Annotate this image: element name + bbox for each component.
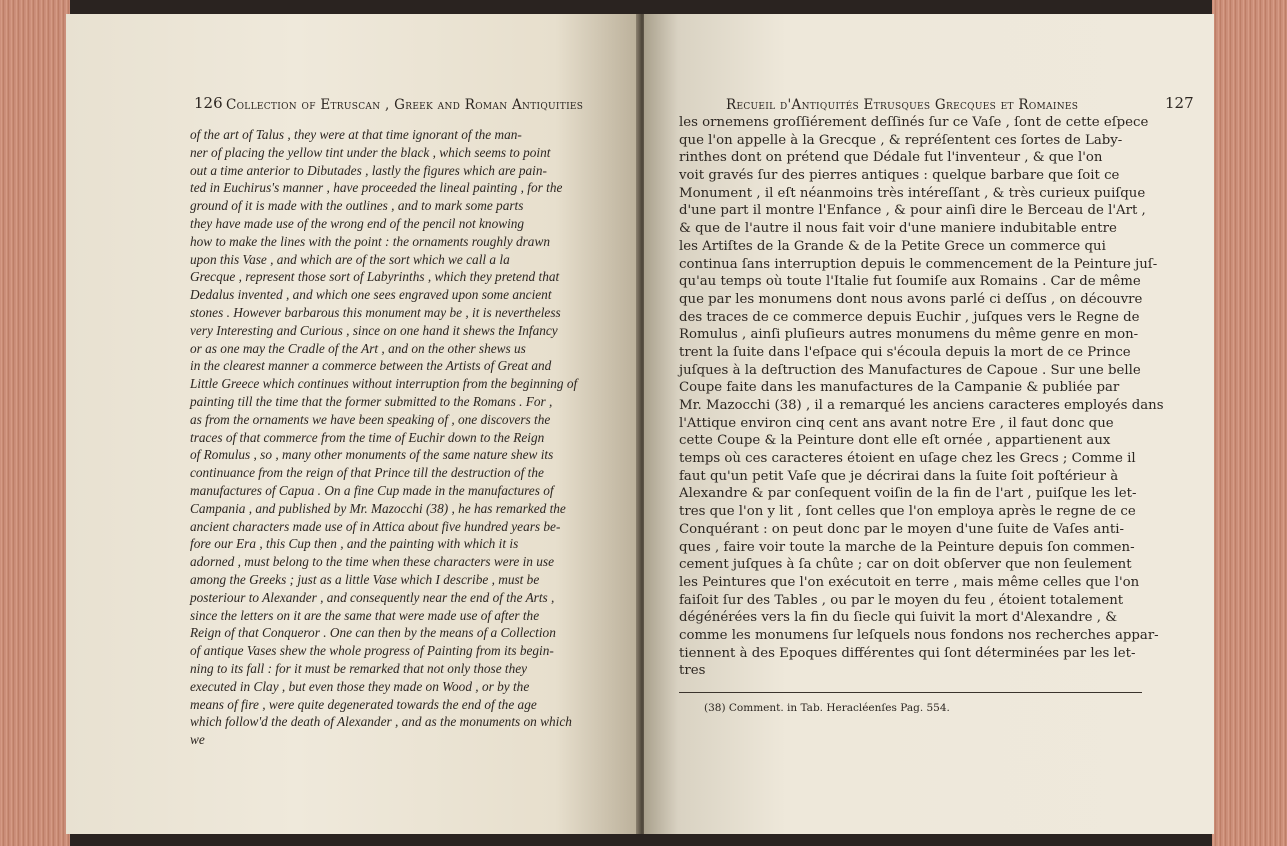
text-line: tiennent à des Epoques différentes qui ſont déterminées par les let- xyxy=(679,645,1136,661)
text-line: continua ſans interruption depuis le commencement de la Peinture juſ- xyxy=(679,256,1158,272)
footnote-rule xyxy=(679,692,1142,693)
text-line: upon this Vase , and which are of the sort which we call a la xyxy=(190,251,510,267)
text-line: faiſoit ſur des Tables , ou par le moyen du feu , étoient totalement xyxy=(679,592,1124,608)
left-page-number: 126 xyxy=(194,94,223,112)
text-line: ancient characters made use of in Attica about five hundred years be- xyxy=(190,518,561,534)
text-line: Reign of that Conqueror . One can then by the means of a Collection xyxy=(190,625,556,641)
text-line: d'une part il montre l'Enfance , & pour ainſi dire le Berceau de l'Art , xyxy=(679,203,1146,219)
text-line: que par les monumens dont nous avons parlé ci deſſus , on découvre xyxy=(679,291,1143,307)
text-line: & que de l'autre il nous fait voir d'une maniere indubitable entre xyxy=(679,221,1117,237)
text-line: tres xyxy=(679,663,706,679)
left-page-edges xyxy=(0,0,70,846)
text-line: adorned , must belong to the time when these characters were in use xyxy=(190,554,555,570)
text-line: dégénérées vers la fin du ſiecle qui ſuivit la mort d'Alexandre , & xyxy=(679,610,1118,626)
text-line: among the Greeks ; just as a little Vase which I describe , must be xyxy=(190,571,540,587)
text-line: of antique Vases shew the whole progress of Painting from its begin- xyxy=(190,643,554,659)
text-line: des traces de ce commerce depuis Euchir , juſques vers le Regne de xyxy=(679,309,1140,325)
text-line: of Romulus , so , many other monuments of the same nature shew its xyxy=(190,447,554,463)
text-line: since the letters on it are the same that were made use of after the xyxy=(190,607,540,623)
text-line: les Artiſtes de la Grande & de la Petite Grece un commerce qui xyxy=(679,238,1106,254)
text-line: Coupe faite dans les manufactures de la Campanie & publiée par xyxy=(679,380,1120,396)
text-line: out a time anterior to Dibutades , lastly the figures which are pain- xyxy=(190,162,547,178)
text-line: means of fire , were quite degenerated towards the end of the age xyxy=(190,696,537,712)
text-line: qu'au temps où toute l'Italie fut ſoumiſe aux Romains . Car de même xyxy=(679,274,1141,290)
text-line: as from the ornaments we have been speaking of , one discovers the xyxy=(190,411,551,427)
text-line: stones . However barbarous this monument may be , it is nevertheless xyxy=(190,304,561,320)
text-line: tres que l'on y lit , ſont celles que l'on employa après le regne de ce xyxy=(679,504,1136,520)
text-line: voit gravés ſur des pierres antiques : quelque barbare que ſoit ce xyxy=(679,168,1120,184)
text-line: cement juſques à ſa chûte ; car on doit obſerver que non ſeulement xyxy=(679,557,1132,573)
text-line: ner of placing the yellow tint under the black , which seems to point xyxy=(190,144,551,160)
right-page-number: 127 xyxy=(1165,94,1194,112)
text-line: Monument , il eſt néanmoins très intéreſſant , & très curieux puiſque xyxy=(679,185,1146,201)
right-page-edges xyxy=(1212,0,1287,846)
text-line: which follow'd the death of Alexander , and as the monuments on which xyxy=(190,714,572,730)
text-line: Grecque , represent those sort of Labyrinths , which they pretend that xyxy=(190,269,560,285)
text-line: Romulus , ainſi pluſieurs autres monumens du même genre en mon- xyxy=(679,327,1139,343)
text-line: Conquérant : on peut donc par le moyen d'une ſuite de Vaſes anti- xyxy=(679,521,1124,537)
text-line: they have made use of the wrong end of the pencil not knowing xyxy=(190,215,525,231)
text-line: manufactures of Capua . On a fine Cup made in the manufactures of xyxy=(190,482,554,498)
text-line: temps où ces caracteres étoient en uſage chez les Grecs ; Comme il xyxy=(679,451,1136,467)
text-line: trent la ſuite dans l'eſpace qui s'écoula depuis la mort de ce Prince xyxy=(679,344,1131,360)
left-page xyxy=(66,14,642,834)
text-line: Dedalus invented , and which one sees engraved upon some ancient xyxy=(190,287,552,303)
text-line: ques , faire voir toute la marche de la Peinture depuis ſon commen- xyxy=(679,539,1135,555)
text-line: how to make the lines with the point : the ornaments roughly drawn xyxy=(190,233,550,249)
text-line: executed in Clay , but even those they made on Wood , or by the xyxy=(190,678,530,694)
text-line: les ornemens groſſiérement deſſinés ſur ce Vaſe , ſont de cette eſpece xyxy=(679,115,1149,130)
text-line: juſques à la deſtruction des Manufactures de Capoue . Sur une belle xyxy=(679,362,1141,378)
right-page xyxy=(644,14,1214,834)
text-line: Alexandre & par conſequent voiſin de la fin de l'art , puiſque les let- xyxy=(679,486,1137,502)
text-line: faut qu'un petit Vaſe que je décrirai dans la ſuite ſoit poſtérieur à xyxy=(679,468,1119,484)
text-line: painting till the time that the former submitted to the Romans . For , xyxy=(190,393,553,409)
text-line: or as one may the Cradle of the Art , and on the other shews us xyxy=(190,340,526,356)
footnote: (38) Comment. in Tab. Heracléenſes Pag. 554. xyxy=(704,702,950,714)
text-line: les Peintures que l'on exécutoit en terre , mais même celles que l'on xyxy=(679,574,1140,590)
text-line: of the art of Talus , they were at that time ignorant of the man- xyxy=(190,127,522,142)
text-line: very Interesting and Curious , since on one hand it shews the Infancy xyxy=(190,322,558,338)
text-line: ted in Euchirus's manner , have proceeded the lineal painting , for the xyxy=(190,180,563,196)
text-line: posteriour to Alexander , and consequently near the end of the Arts , xyxy=(190,589,555,605)
text-line: Little Greece which continues without interruption from the beginning of xyxy=(190,376,578,392)
left-running-header: Collection of Etruscan , Greek and Roman Antiquities xyxy=(226,97,584,113)
text-line: in the clearest manner a commerce between the Artists of Great and xyxy=(190,358,552,374)
text-line: comme les monumens ſur leſquels nous fondons nos recherches appar- xyxy=(679,627,1159,643)
text-line: rinthes dont on prétend que Dédale fut l'inventeur , & que l'on xyxy=(679,150,1103,166)
left-body-text xyxy=(190,126,577,749)
text-line: ground of it is made with the outlines , and to mark some parts xyxy=(190,198,524,214)
text-line: que l'on appelle à la Grecque , & repréſentent ces ſortes de Laby- xyxy=(679,132,1123,148)
text-line: we xyxy=(190,732,205,748)
text-line: ning to its fall : for it must be remarked that not only those they xyxy=(190,660,528,676)
right-body-text xyxy=(679,114,1164,680)
text-line: cette Coupe & la Peinture dont elle eſt ornée , appartienent aux xyxy=(679,433,1111,449)
text-line: traces of that commerce from the time of Euchir down to the Reign xyxy=(190,429,545,445)
right-running-header: Recueil d'Antiquités Etrusques Grecques et Romaines xyxy=(726,97,1079,113)
text-line: Mr. Mazocchi (38) , il a remarqué les anciens caracteres employés dans xyxy=(679,398,1164,413)
text-line: continuance from the reign of that Prince till the destruction of the xyxy=(190,465,544,481)
text-line: fore our Era , this Cup then , and the painting with which it is xyxy=(190,536,519,552)
text-line: Campania , and published by Mr. Mazocchi (38) , he has remarked the xyxy=(190,500,566,516)
text-line: l'Attique environ cinq cent ans avant notre Ere , il faut donc que xyxy=(679,415,1114,431)
